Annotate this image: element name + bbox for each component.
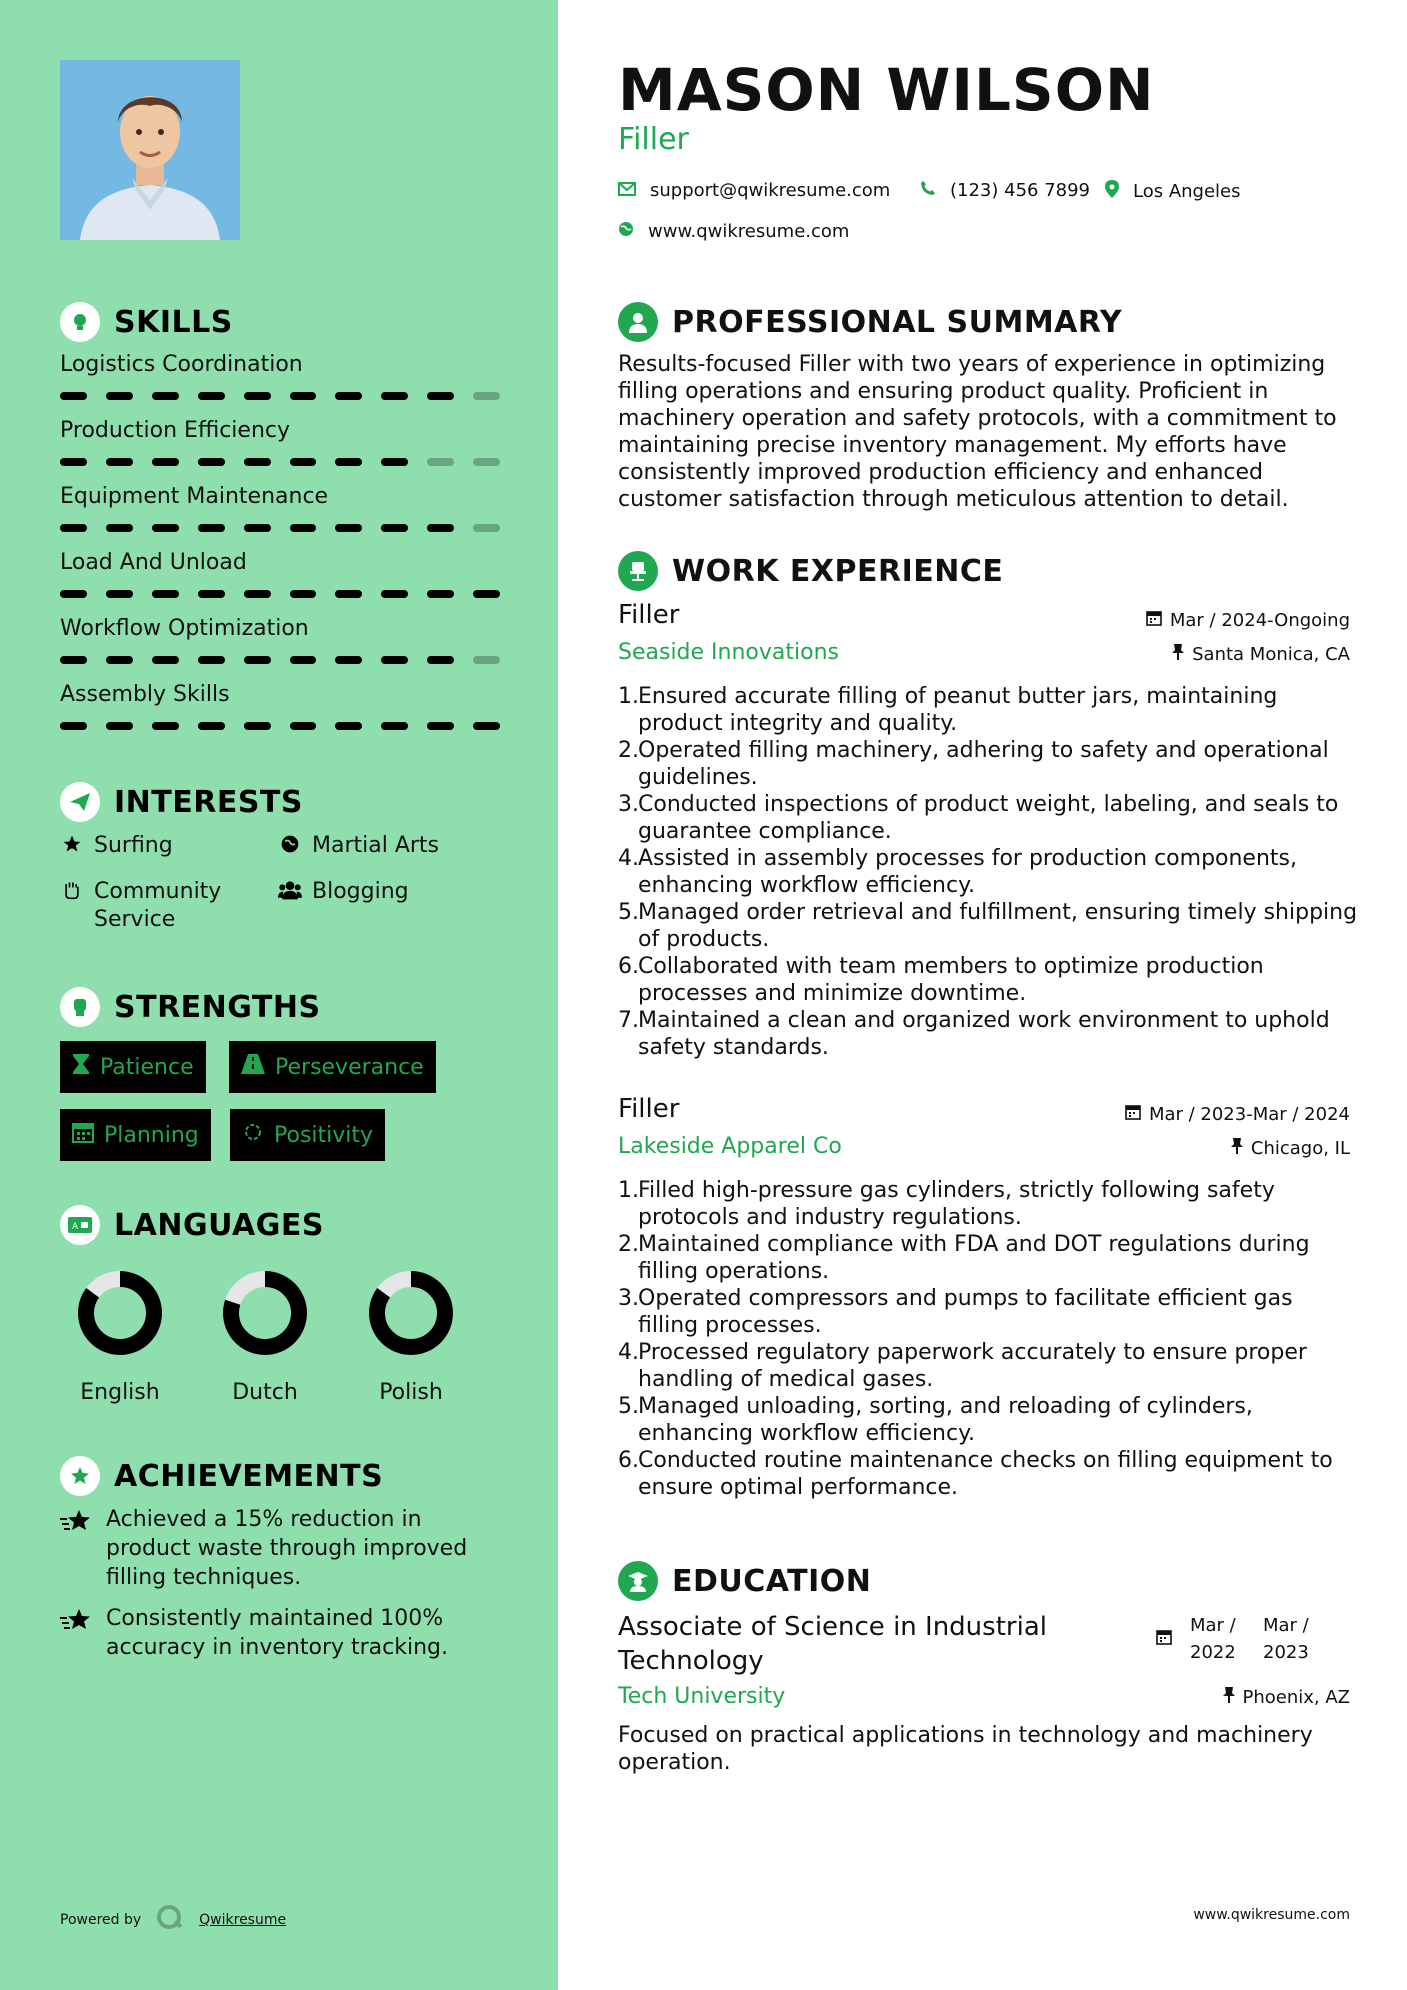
footer-website[interactable]: www.qwikresume.com — [1193, 1907, 1350, 1923]
skill-level-dot — [473, 392, 500, 400]
chair-icon — [618, 551, 658, 591]
skill-level-dot — [244, 458, 271, 466]
road-icon — [241, 1054, 265, 1080]
skill-level-dot — [290, 590, 317, 598]
job-bullet — [618, 1339, 1358, 1393]
skill-level-dot — [244, 722, 271, 730]
phone-number[interactable]: (123) 456 7899 — [950, 180, 1091, 201]
qwikresume-logo-icon — [155, 1903, 185, 1937]
skill-level-dot — [290, 458, 317, 466]
education-start: Mar / 2022 — [1190, 1615, 1236, 1663]
strength-tag — [60, 1109, 211, 1161]
user-icon — [618, 302, 658, 342]
interest-label: Surfing — [94, 833, 173, 858]
skill-level-dot — [427, 392, 454, 400]
skill-level-dot — [106, 458, 133, 466]
skill-level-dot — [60, 392, 87, 400]
strength-tag — [230, 1109, 385, 1161]
skill-level-dot — [381, 722, 408, 730]
bullet-text: Filled high-pressure gas cylinders, strictly following safety protocols and industry regulations. — [638, 1178, 1275, 1230]
interests-title: INTERESTS — [114, 784, 303, 820]
education-header — [618, 1561, 871, 1601]
language-item — [351, 1268, 471, 1405]
education-dates — [1156, 1612, 1318, 1666]
contact-location — [1105, 180, 1241, 203]
education-title: EDUCATION — [672, 1563, 872, 1599]
skill-level-dot — [106, 524, 133, 532]
skills-title: SKILLS — [114, 304, 233, 340]
job-bullet — [618, 845, 1358, 899]
lightbulb-icon — [60, 302, 100, 342]
profile-photo-image — [60, 60, 240, 240]
skill-level-dot — [290, 656, 317, 664]
skill-level-dot — [198, 590, 225, 598]
job-bullet — [618, 1285, 1358, 1339]
skill-name: Logistics Coordination — [60, 352, 303, 377]
language-ring — [75, 1268, 165, 1358]
skill-level-dot — [290, 392, 317, 400]
skill-level-dot — [427, 590, 454, 598]
skill-level-bar — [60, 722, 500, 730]
calendar-icon — [1125, 1104, 1141, 1125]
strength-tag — [60, 1041, 206, 1093]
job-bullet — [618, 1231, 1358, 1285]
website-link[interactable]: www.qwikresume.com — [648, 221, 850, 242]
strength-label: Patience — [100, 1054, 194, 1080]
skill-level-dot — [335, 722, 362, 730]
map-pin-icon — [1105, 180, 1119, 203]
hand-icon — [60, 878, 84, 934]
skill-level-dot — [244, 656, 271, 664]
contact-phone — [920, 180, 1090, 201]
calendar-icon — [1156, 1626, 1172, 1653]
skill-level-bar — [60, 524, 500, 532]
skill-name: Production Efficiency — [60, 418, 291, 443]
education-location — [1223, 1687, 1351, 1708]
language-icon — [60, 1205, 100, 1245]
interests-header — [60, 782, 303, 822]
skill-level-dot — [152, 524, 179, 532]
bullet-text: Managed unloading, sorting, and reloading of cylinders, enhancing workflow efficiency. — [638, 1394, 1253, 1446]
globe-icon — [618, 221, 634, 242]
job-dates — [1125, 1104, 1350, 1125]
bullet-text: Processed regulatory paperwork accurately to ensure proper handling of medical gases. — [638, 1340, 1307, 1392]
skill-item — [60, 416, 500, 466]
skill-level-dot — [106, 656, 133, 664]
job-company: Lakeside Apparel Co — [618, 1134, 842, 1159]
interest-item — [60, 878, 260, 934]
svg-text:A: A — [72, 1222, 79, 1232]
skill-level-dot — [427, 458, 454, 466]
skill-level-dot — [60, 524, 87, 532]
bullet-number: 6. — [618, 954, 639, 979]
contact-email — [618, 180, 890, 201]
interest-item — [278, 832, 439, 860]
education-description: Focused on practical applications in technology and machinery operation. — [618, 1723, 1313, 1775]
powered-by — [60, 1903, 286, 1937]
trophy-star-icon — [60, 1456, 100, 1496]
skill-level-dot — [106, 392, 133, 400]
bullet-number: 4. — [618, 846, 639, 871]
bullet-text: Ensured accurate filling of peanut butter jars, maintaining product integrity and quality. — [638, 684, 1278, 736]
location-text: Los Angeles — [1133, 181, 1241, 202]
skill-item — [60, 350, 500, 400]
skill-level-dot — [60, 590, 87, 598]
job-location-text: Chicago, IL — [1250, 1138, 1350, 1159]
bullet-text: Conducted inspections of product weight, labeling, and seals to guarantee compliance. — [638, 792, 1339, 844]
strength-label: Planning — [104, 1122, 199, 1148]
skill-level-dot — [60, 458, 87, 466]
skill-level-dot — [60, 656, 87, 664]
skill-item — [60, 680, 500, 730]
strength-tag — [229, 1041, 436, 1093]
skill-level-dot — [106, 590, 133, 598]
skill-level-dot — [290, 722, 317, 730]
skill-level-dot — [473, 524, 500, 532]
bullet-number: 1. — [618, 684, 639, 709]
job-bullet — [618, 791, 1358, 845]
main-content — [558, 0, 1407, 1990]
bullet-number: 5. — [618, 900, 639, 925]
achievement-text: Consistently maintained 100% accuracy in inventory tracking. — [106, 1606, 448, 1660]
summary-text: Results-focused Filler with two years of experience in optimizing filling operations and ensuring product quality. Proficient in machinery operation and safety protocols, with a commitment to maintaining precise inventory management. My efforts have consistently improved production efficiency and enhanced customer satisfaction through meticulous attention to detail. — [618, 352, 1337, 512]
paper-plane-icon — [60, 782, 100, 822]
skill-level-dot — [152, 656, 179, 664]
skill-level-dot — [60, 722, 87, 730]
achievements-title: ACHIEVEMENTS — [114, 1458, 384, 1494]
fist-icon — [60, 987, 100, 1027]
job-location — [1172, 644, 1350, 665]
job-bullet — [618, 1393, 1358, 1447]
job-bullet — [618, 1447, 1358, 1501]
profile-photo — [60, 60, 240, 240]
bullet-number: 3. — [618, 792, 639, 817]
pushpin-icon — [1223, 1687, 1235, 1708]
bullet-number: 1. — [618, 1178, 639, 1203]
skill-level-dot — [152, 458, 179, 466]
skill-level-dot — [381, 458, 408, 466]
language-name: English — [80, 1380, 160, 1405]
skill-level-dot — [335, 524, 362, 532]
skill-level-dot — [473, 656, 500, 664]
skill-level-bar — [60, 656, 500, 664]
bullet-number: 2. — [618, 1232, 639, 1257]
skill-level-dot — [198, 656, 225, 664]
email-link[interactable]: support@qwikresume.com — [650, 180, 891, 201]
skill-level-dot — [198, 458, 225, 466]
strengths-title: STRENGTHS — [114, 989, 321, 1025]
shooting-star-icon — [60, 1505, 94, 1592]
skill-name: Load And Unload — [60, 550, 247, 575]
bullet-text: Assisted in assembly processes for production components, enhancing workflow efficiency. — [638, 846, 1297, 898]
calendar-icon — [72, 1121, 94, 1149]
job-bullets — [618, 1177, 1358, 1501]
skill-level-dot — [381, 524, 408, 532]
interest-label: Martial Arts — [312, 833, 440, 858]
skill-level-dot — [152, 722, 179, 730]
job-bullet — [618, 1007, 1358, 1061]
powered-by-label: Powered by — [60, 1912, 142, 1928]
graduate-icon — [618, 1561, 658, 1601]
bullet-number: 5. — [618, 1394, 639, 1419]
achievement-item — [60, 1505, 500, 1592]
skill-level-dot — [335, 590, 362, 598]
skill-level-dot — [152, 590, 179, 598]
interest-label: Community Service — [94, 879, 222, 932]
job-dates-text: Mar / 2024-Ongoing — [1169, 610, 1350, 631]
skill-level-dot — [473, 590, 500, 598]
bullet-text: Conducted routine maintenance checks on filling equipment to ensure optimal performance. — [638, 1448, 1333, 1500]
bullet-text: Operated compressors and pumps to facilitate efficient gas filling processes. — [638, 1286, 1293, 1338]
skill-level-dot — [381, 656, 408, 664]
skill-item — [60, 614, 500, 664]
language-item — [60, 1268, 180, 1405]
skill-level-bar — [60, 458, 500, 466]
skill-level-dot — [473, 722, 500, 730]
skill-item — [60, 482, 500, 532]
skill-item — [60, 548, 500, 598]
achievement-text: Achieved a 15% reduction in product waste through improved filling techniques. — [106, 1507, 468, 1590]
job-bullet — [618, 1177, 1358, 1231]
users-icon — [278, 878, 302, 906]
experience-title: WORK EXPERIENCE — [672, 553, 1004, 589]
envelope-icon — [618, 180, 636, 201]
bullet-number: 7. — [618, 1008, 639, 1033]
interest-item — [278, 878, 409, 906]
candidate-role: Filler — [618, 122, 689, 157]
bullet-text: Maintained compliance with FDA and DOT regulations during filling operations. — [638, 1232, 1310, 1284]
job-location — [1231, 1138, 1350, 1159]
language-item — [205, 1268, 325, 1405]
interest-label: Blogging — [312, 879, 409, 904]
language-name: Polish — [379, 1380, 443, 1405]
languages-header — [60, 1205, 324, 1245]
job-title: Filler — [618, 600, 680, 630]
job-dates-text: Mar / 2023-Mar / 2024 — [1148, 1104, 1350, 1125]
qwikresume-link[interactable]: Qwikresume — [199, 1912, 287, 1928]
candidate-name: MASON WILSON — [618, 56, 1155, 124]
skill-level-dot — [427, 722, 454, 730]
achievements-header — [60, 1456, 383, 1496]
skill-level-dot — [198, 722, 225, 730]
language-ring — [220, 1268, 310, 1358]
star-icon — [60, 832, 84, 860]
bullet-text: Managed order retrieval and fulfillment, ensuring timely shipping of products. — [638, 900, 1358, 952]
bullet-number: 4. — [618, 1340, 639, 1365]
skills-header — [60, 302, 233, 342]
skill-level-dot — [152, 392, 179, 400]
skill-level-dot — [244, 590, 271, 598]
bullet-number: 6. — [618, 1448, 639, 1473]
job-bullet — [618, 683, 1358, 737]
pushpin-icon — [1172, 644, 1184, 665]
skill-level-dot — [335, 458, 362, 466]
summary-header — [618, 302, 1122, 342]
job-bullet — [618, 737, 1358, 791]
job-dates — [1146, 610, 1350, 631]
job-title: Filler — [618, 1094, 680, 1124]
phone-icon — [920, 180, 936, 201]
job-location-text: Santa Monica, CA — [1192, 644, 1350, 665]
education-school: Tech University — [618, 1684, 786, 1709]
bullet-text: Operated filling machinery, adhering to safety and operational guidelines. — [638, 738, 1329, 790]
skill-level-dot — [290, 524, 317, 532]
skill-level-dot — [427, 524, 454, 532]
skill-level-dot — [427, 656, 454, 664]
calendar-icon — [1146, 610, 1162, 631]
sun-icon — [242, 1121, 264, 1149]
skill-level-dot — [335, 656, 362, 664]
bullet-number: 2. — [618, 738, 639, 763]
experience-header — [618, 551, 1003, 591]
achievement-item — [60, 1604, 500, 1662]
skill-level-dot — [381, 590, 408, 598]
job-bullets — [618, 683, 1358, 1061]
skill-level-bar — [60, 590, 500, 598]
skill-level-bar — [60, 392, 500, 400]
skill-level-dot — [106, 722, 133, 730]
education-location-text: Phoenix, AZ — [1242, 1687, 1350, 1708]
strengths-header — [60, 987, 321, 1027]
skill-name: Workflow Optimization — [60, 616, 309, 641]
skill-level-dot — [198, 524, 225, 532]
strength-label: Positivity — [274, 1122, 374, 1148]
globe-icon — [278, 832, 302, 860]
skill-level-dot — [198, 392, 225, 400]
skill-level-dot — [381, 392, 408, 400]
bullet-text: Collaborated with team members to optimize production processes and minimize downtime. — [638, 954, 1264, 1006]
job-bullet — [618, 899, 1358, 953]
skill-name: Equipment Maintenance — [60, 484, 329, 509]
bullet-number: 3. — [618, 1286, 639, 1311]
language-name: Dutch — [232, 1380, 298, 1405]
skill-level-dot — [473, 458, 500, 466]
pushpin-icon — [1231, 1138, 1243, 1159]
skill-level-dot — [244, 392, 271, 400]
education-degree: Associate of Science in Industrial Technology — [618, 1612, 1047, 1676]
languages-title: LANGUAGES — [114, 1207, 324, 1243]
sidebar — [0, 0, 558, 1990]
contact-website — [618, 221, 849, 242]
language-ring — [366, 1268, 456, 1358]
job-company: Seaside Innovations — [618, 640, 839, 665]
job-bullet — [618, 953, 1358, 1007]
shooting-star-icon — [60, 1604, 94, 1662]
hourglass-icon — [72, 1053, 90, 1081]
education-end: Mar / 2023 — [1263, 1615, 1309, 1663]
strength-label: Perseverance — [275, 1054, 424, 1080]
skill-name: Assembly Skills — [60, 682, 230, 707]
skill-level-dot — [244, 524, 271, 532]
interest-item — [60, 832, 173, 860]
skill-level-dot — [335, 392, 362, 400]
bullet-text: Maintained a clean and organized work environment to uphold safety standards. — [638, 1008, 1330, 1060]
summary-title: PROFESSIONAL SUMMARY — [672, 304, 1123, 340]
